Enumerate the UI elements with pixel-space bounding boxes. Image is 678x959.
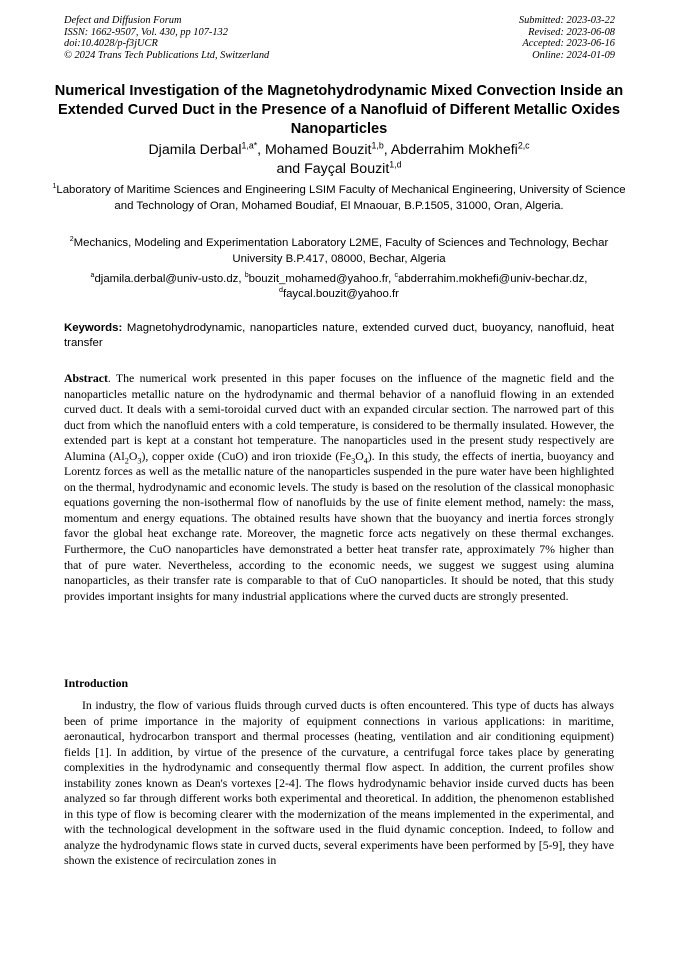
author-emails <box>52 272 626 301</box>
journal-name: Defect and Diffusion Forum <box>64 15 182 26</box>
abstract-section <box>64 371 614 604</box>
paper-title: Numerical Investigation of the Magnetohydrodynamic Mixed Convection Inside an Extended Curved Duct in the Presence of a Nanofluid of Different Metallic Oxides Nanoparticles <box>54 83 624 137</box>
author-list <box>40 141 638 178</box>
keywords-section <box>64 321 614 351</box>
affiliation-1 <box>52 183 626 214</box>
subscript: 4 <box>363 456 368 466</box>
journal-doi[interactable]: doi:10.4028/p-f3jUCR <box>64 38 158 50</box>
affiliation-2 <box>52 236 626 267</box>
author-name: Mohamed Bouzit <box>265 142 372 158</box>
formula-letter: O <box>128 448 138 463</box>
author-name: Fayçal Bouzit <box>304 160 390 177</box>
section-heading-introduction: Introduction <box>64 676 129 690</box>
abstract-text: ). In this study, the effects of inertia, buoyancy and Lorentz forces as well as the metallic nature of the nanoparticles suspended in the pure water have been highlighted on the thermal, hydrodynamic and economic levels. The study is based on the resolution of the classical monophasic equations governing the non-isothermal flow of nanofluids by the use of finite element method, namely: the mass, momentum and energy equations. The obtained results have shown that the buoyancy and inertia forces strongly favor the global heat exchange rate. Moreover, the magnetic force acts negatively on these thermal exchanges. Furthermore, the CuO nanoparticles have demonstrated a better heat transfer rate, approximately 7% higher than that of pure water. Nevertheless, according to the economic needs, we suggest we suggest using alumina nanoparticles, as their transfer rate is comparable to that of CuO nanoparticles. It should be noted, that this study provides important insights for many industrial applications where the curved ducts are strongly presented. <box>64 448 614 603</box>
formula-letter: O <box>355 448 364 463</box>
email-address[interactable]: bouzit_mohamed@yahoo.fr <box>248 273 389 285</box>
email-superscript: a <box>90 272 95 280</box>
email-superscript: b <box>244 272 249 280</box>
date-accepted: Accepted: 2023-06-16 <box>522 38 615 50</box>
subscript: 2 <box>124 456 129 466</box>
affiliation-text: Laboratory of Maritime Sciences and Engineering LSIM Faculty of Mechanical Engineering, University of Science and Technology of Oran, Mohamed Boudiaf, El Mnaouar, B.P.1505, 31000, Oran, Algeria. <box>56 184 626 212</box>
publication-dates <box>519 15 615 61</box>
author-superscript: 1,a* <box>241 140 258 151</box>
email-superscript: c <box>394 272 398 280</box>
date-online: Online: 2024-01-09 <box>532 49 615 61</box>
author-superscript: 1,b <box>371 140 384 151</box>
author-name: Djamila Derbal <box>148 142 242 158</box>
email-address[interactable]: djamila.derbal@univ-usto.dz <box>94 273 239 285</box>
affiliation-text: Mechanics, Modeling and Experimentation Laboratory L2ME, Faculty of Sciences and Technology, Bechar University B.P.417, 08000, Bechar, Algeria <box>73 237 609 265</box>
author-superscript: 2,c <box>517 140 530 151</box>
abstract-text: . The numerical work presented in this paper focuses on the influence of the magnetic field and the nanoparticles metallic nature on the hydrodynamic and thermal behavior of a nanofluid flowing in an extended curved duct. It deals with a semi-toroidal curved duct with an expanded circular section. The narrowed part of this duct from which the nanofluid enters with a cold temperature, is considered to be thermally insulated. However, the extended part is kept at a constant hot temperature. The nanoparticles used in the present study respectively are Alumina (Al <box>64 371 614 463</box>
author-separator: , <box>257 142 266 158</box>
abstract-label: Abstract <box>64 371 108 385</box>
abstract-text: ), copper oxide (CuO) and iron trioxide (Fe <box>141 448 352 463</box>
email-separator: , <box>388 273 395 285</box>
email-separator: , <box>584 273 588 285</box>
journal-copyright: © 2024 Trans Tech Publications Ltd, Switzerland <box>64 49 270 61</box>
journal-info <box>64 15 269 61</box>
journal-issn: ISSN: 1662-9507, Vol. 430, pp 107-132 <box>64 26 228 38</box>
author-separator: , <box>383 142 391 158</box>
subscript: 3 <box>351 456 356 466</box>
email-superscript: d <box>279 286 283 294</box>
author-superscript: 1,d <box>389 158 402 169</box>
email-address[interactable]: abderrahim.mokhefi@univ-bechar.dz <box>397 273 585 285</box>
affiliation-number: 1 <box>52 183 57 191</box>
author-name: Abderrahim Mokhefi <box>390 142 518 158</box>
author-separator: and <box>276 160 305 177</box>
keywords-label: Keywords: <box>64 322 123 334</box>
introduction-text: In industry, the flow of various fluids through curved ducts is often encountered. This type of ducts has always been of prime importance in the majority of equipment connections in various applications: in maritime, aeronautical, hydrocarbon transport and thermal processes (heating, ventilation and air conditioning equipment) fields [1]. In addition, by virtue of the presence of the curvature, a centrifugal force takes place by generating complexities in the hydrodynamic and consequently thermal flow aspect. In addition, the current profiles show instability zones known as Dean's vortexes [2-4]. The flows hydrodynamic behavior inside curved ducts has been analyzed so far through different works both experimental and theoretical. In addition, the phenomenon established in this type of flow is becoming clearer with the modernization of the means implemented in the experimental, and with the technological development in the software used in the fluid dynamic conception. Indeed, to follow and analyze the hydrodynamic flows state in curved ducts, several experiments have been performed by [5-9], they have shown the existence of recirculation zones in <box>64 698 614 868</box>
keywords-text: Magnetohydrodynamic, nanoparticles nature, extended curved duct, buoyancy, nanofluid, heat transfer <box>64 322 614 349</box>
email-separator: , <box>238 273 245 285</box>
date-submitted: Submitted: 2023-03-22 <box>518 15 615 26</box>
email-address[interactable]: faycal.bouzit@yahoo.fr <box>282 287 399 300</box>
subscript: 3 <box>137 456 142 466</box>
affiliation-number: 2 <box>69 236 74 244</box>
date-revised: Revised: 2023-06-08 <box>528 26 615 38</box>
